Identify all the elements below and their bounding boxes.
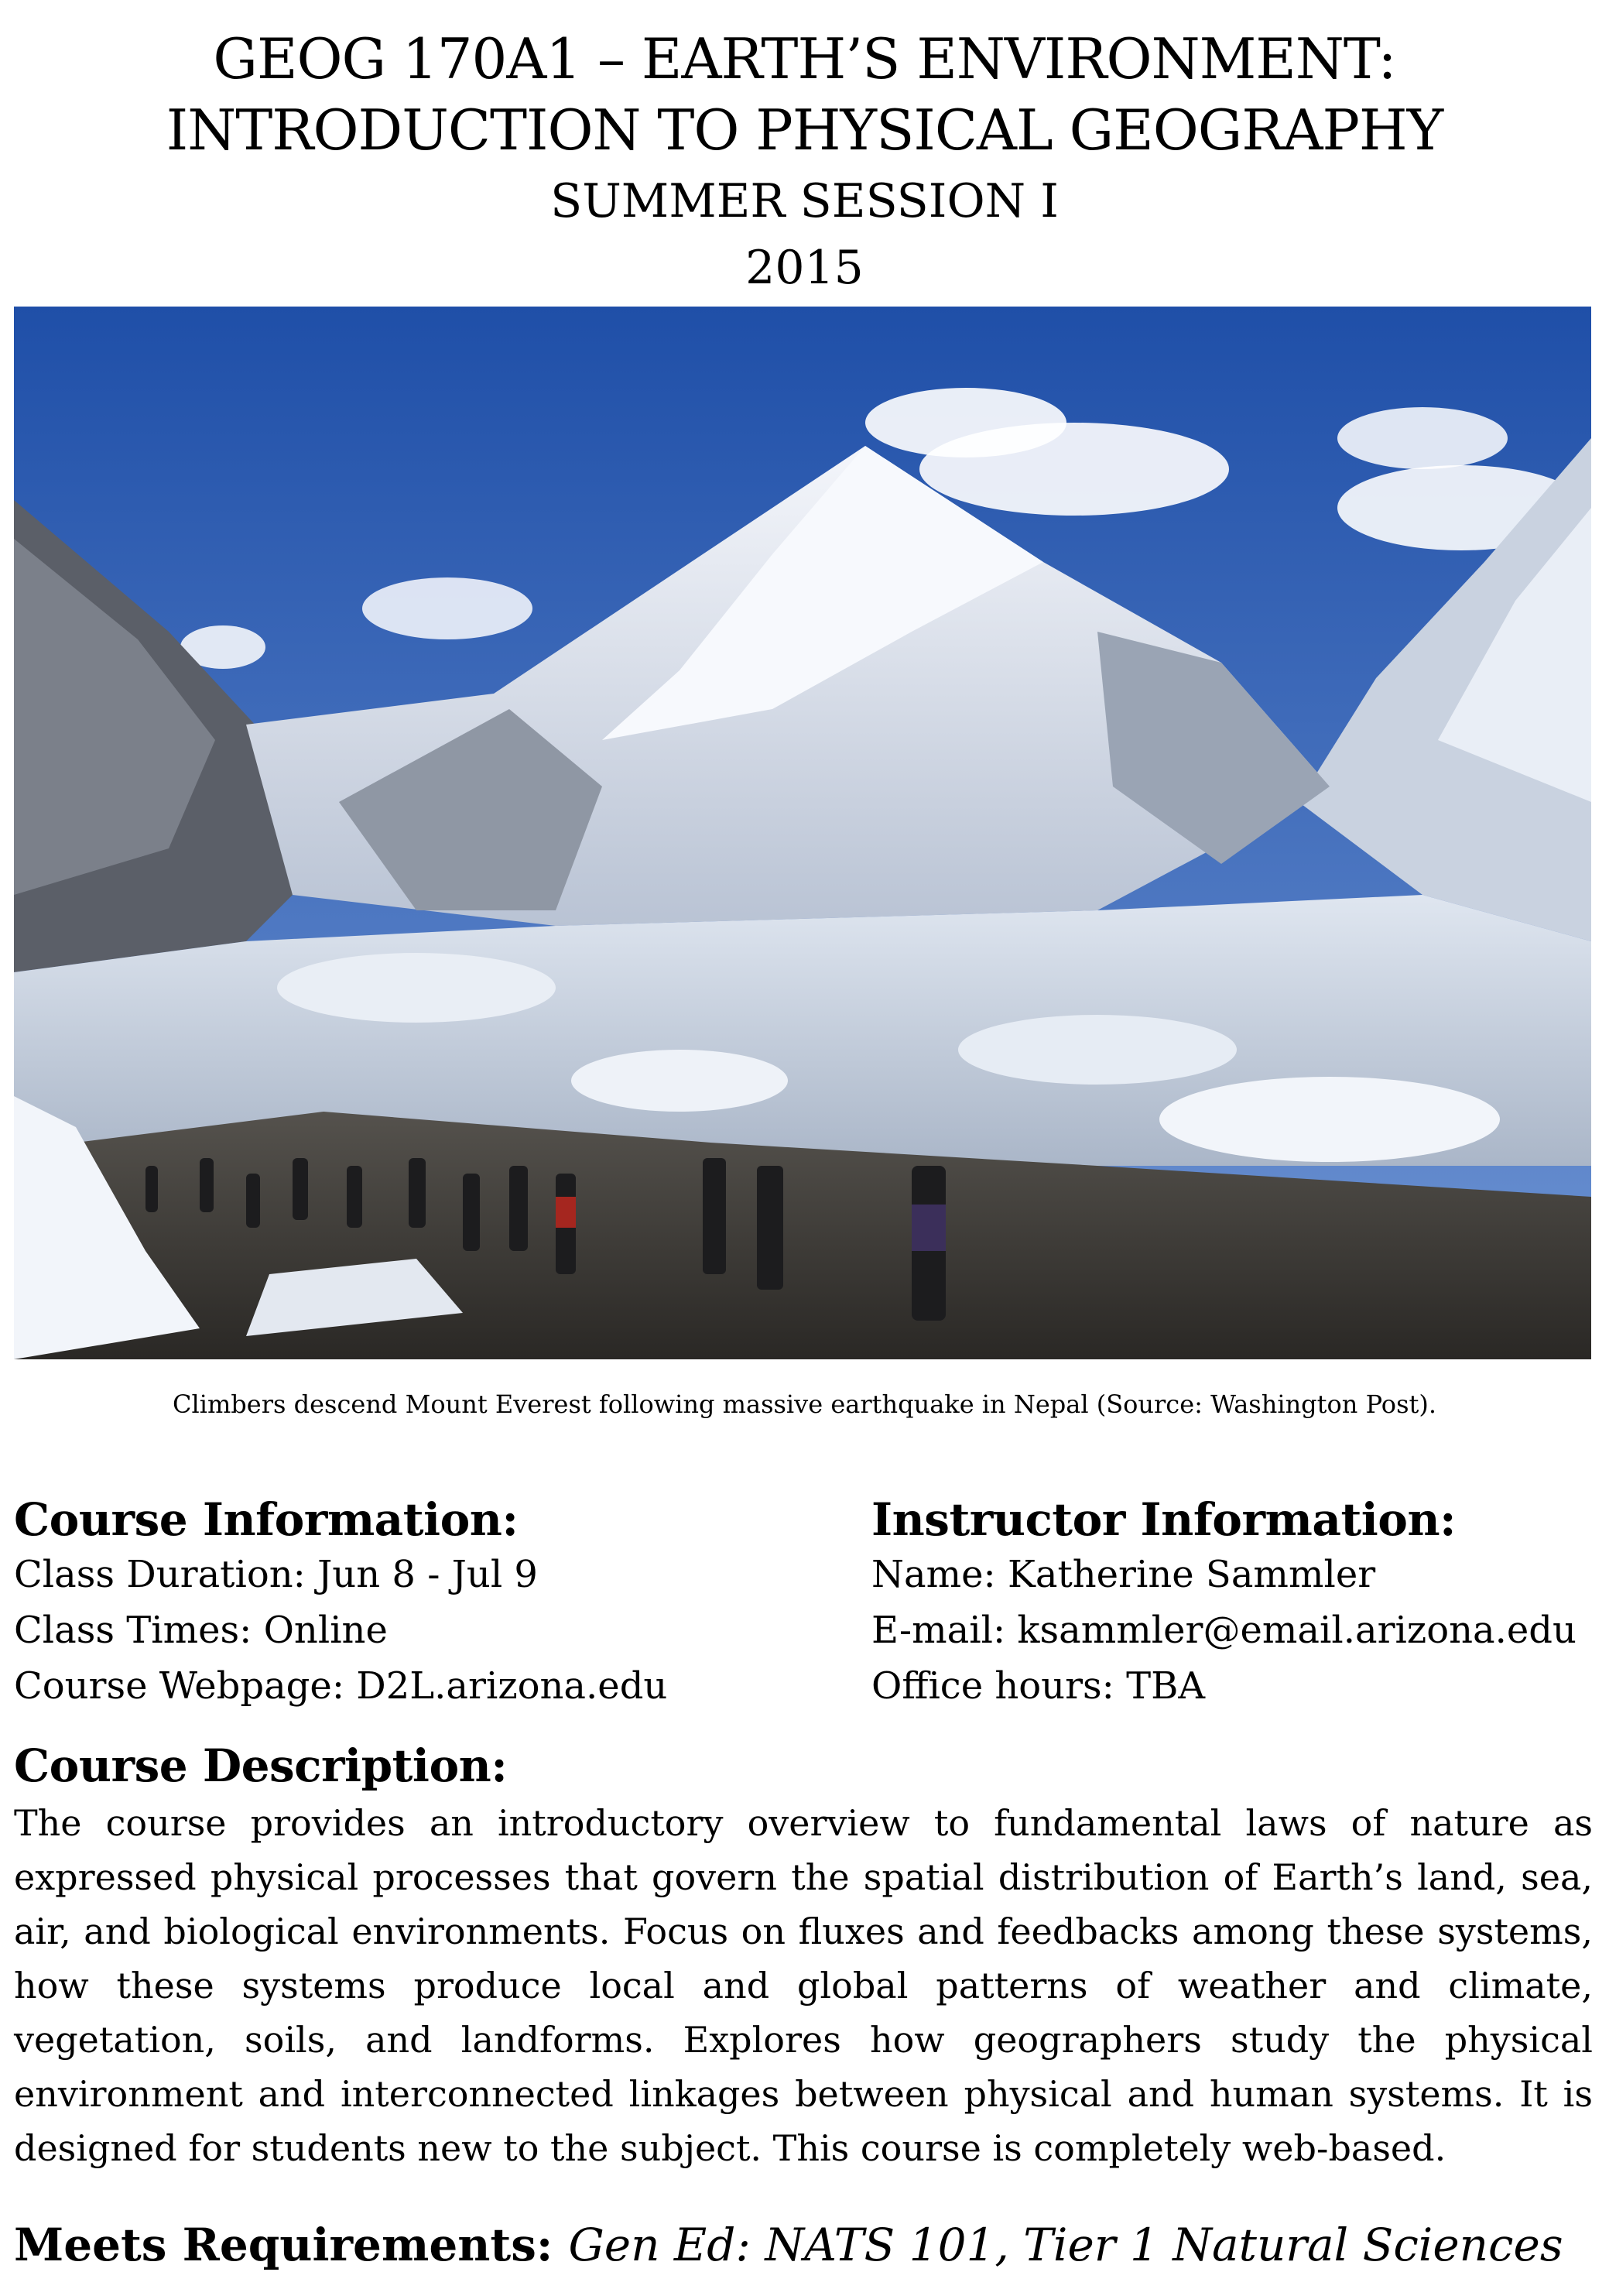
course-description-heading: Course Description:: [14, 1739, 508, 1792]
year-label: 2015: [745, 241, 864, 295]
office-hours: Office hours: TBA: [871, 1664, 1206, 1708]
photo-caption: Climbers descend Mount Everest following massive earthquake in Nepal (Source: Washington Post).: [173, 1390, 1436, 1419]
instructor-information-section: [871, 1492, 1599, 1714]
session-label: SUMMER SESSION I: [550, 174, 1059, 228]
document-header: [0, 23, 1609, 299]
instructor-information-heading: Instructor Information:: [871, 1493, 1457, 1546]
course-title-line-1: GEOG 170A1 – EARTH’S ENVIRONMENT:: [213, 26, 1396, 91]
course-information-heading: Course Information:: [14, 1493, 519, 1546]
class-duration: Class Duration: Jun 8 - Jul 9: [14, 1553, 538, 1596]
meets-requirements-label: Meets Requirements:: [14, 2219, 569, 2271]
mount-everest-photo: [14, 307, 1591, 1359]
instructor-email: E-mail: ksammler@email.arizona.edu: [871, 1609, 1576, 1652]
course-webpage: Course Webpage: D2L.arizona.edu: [14, 1664, 668, 1708]
course-information-section: [14, 1492, 788, 1714]
meets-requirements-value: Gen Ed: NATS 101, Tier 1 Natural Sciences: [568, 2219, 1563, 2271]
mountain-illustration: [14, 307, 1591, 1359]
instructor-name: Name: Katherine Sammler: [871, 1553, 1376, 1596]
class-times: Class Times: Online: [14, 1609, 388, 1652]
course-title-line-2: INTRODUCTION TO PHYSICAL GEOGRAPHY: [166, 98, 1443, 163]
course-description-body: The course provides an introductory overview to fundamental laws of nature as expressed physical processes that govern the spatial distribution of Earth’s land, sea, air, and biological environments. Focus on fluxes and feedbacks among these systems, how these systems produce local and global patterns of weather and climate, vegetation, soils, and landforms. Explores how geographers study the physical environment and interconnected linkages between physical and human systems. It is designed for students new to the subject. This course is completely web-based.: [14, 1802, 1593, 2169]
course-description-section: [14, 1739, 1593, 2175]
meets-requirements-line: [14, 2214, 1593, 2276]
